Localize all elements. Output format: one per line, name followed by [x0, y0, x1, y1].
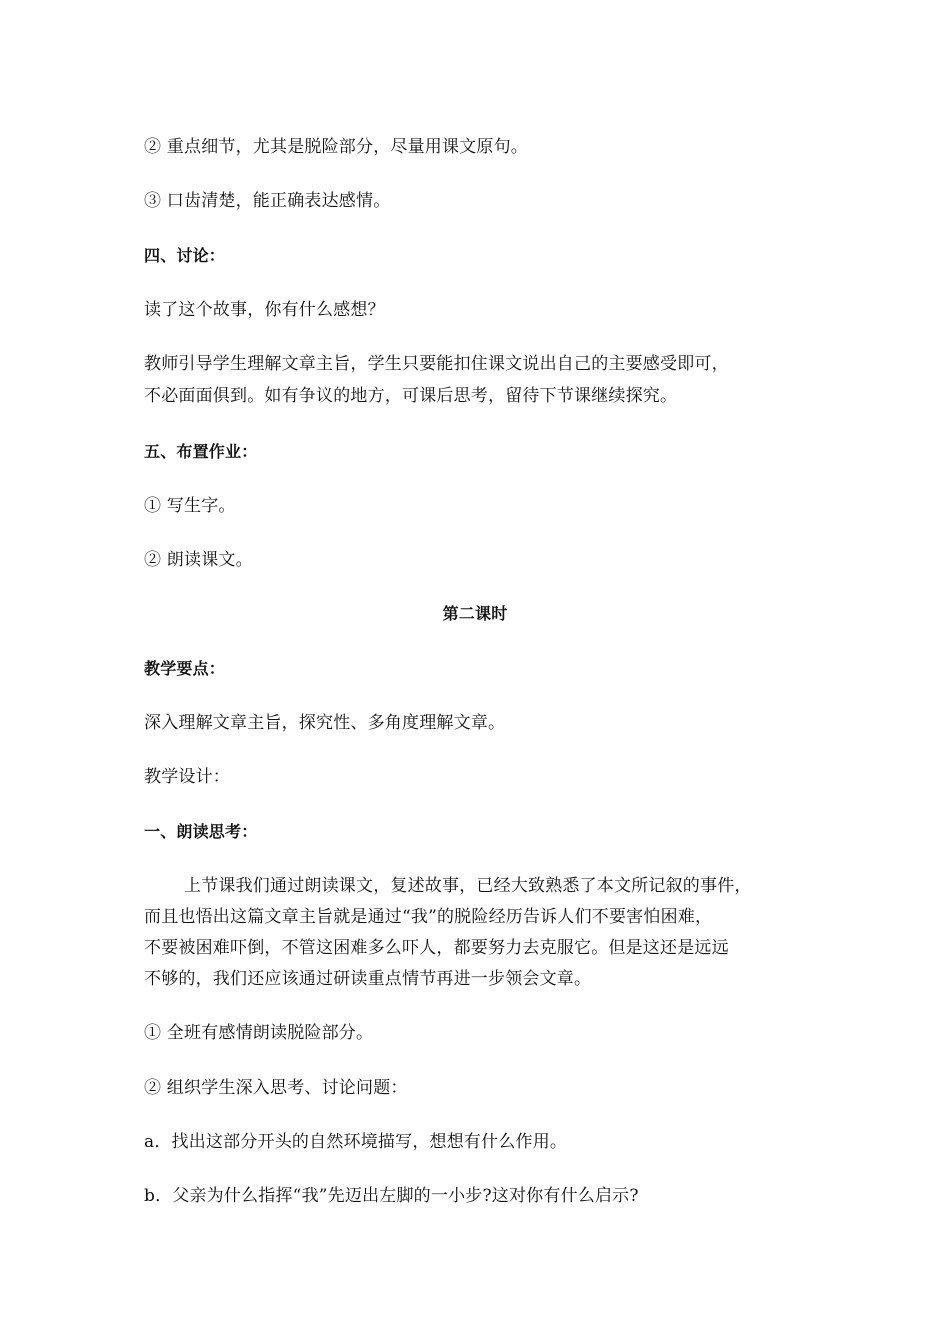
list-item-discussion-questions: ② 组织学生深入思考、讨论问题：	[144, 1078, 408, 1098]
paragraph-guidance-line-1: 教师引导学生理解文章主旨，学生只要能扣住课文说出自己的主要感受即可，	[144, 354, 729, 374]
paragraph-review-line-2: 而且也悟出这篇文章主旨就是通过“我”的脱险经历告诉人们不要害怕困难，	[144, 907, 713, 927]
list-item-read-text: ② 朗读课文。	[144, 550, 253, 570]
list-item-key-details: ② 重点细节，尤其是脱险部分，尽量用课文原句。	[144, 137, 529, 157]
paragraph-teaching-design: 教学设计：	[144, 767, 230, 787]
paragraph-question: 读了这个故事，你有什么感想？	[144, 300, 385, 320]
paragraph-guidance-line-2: 不必面面俱到。如有争议的地方，可课后思考，留待下节课继续探究。	[144, 386, 678, 406]
paragraph-review-line-3: 不要被困难吓倒，不管这困难多么吓人，都要努力去克服它。但是这还是远远	[144, 938, 729, 958]
paragraph-review-line-1: 上节课我们通过朗读课文，复述故事，已经大致熟悉了本文所记叙的事件，	[184, 876, 752, 896]
section-heading-discussion: 四、讨论：	[144, 246, 226, 265]
section-heading-key-points: 教学要点：	[144, 659, 226, 678]
section-heading-homework: 五、布置作业：	[144, 442, 258, 461]
list-item-clear-speech: ③ 口齿清楚，能正确表达感情。	[144, 191, 391, 211]
list-item-class-reading: ① 全班有感情朗读脱险部分。	[144, 1023, 374, 1043]
list-item-write-characters: ① 写生字。	[144, 496, 236, 516]
question-b: b．父亲为什么指挥“我”先迈出左脚的一小步?这对你有什么启示?	[144, 1186, 639, 1206]
question-a: a．找出这部分开头的自然环境描写，想想有什么作用。	[144, 1132, 568, 1152]
section-heading-reading: 一、朗读思考：	[144, 822, 258, 841]
paragraph-review-line-4: 不够的，我们还应该通过研读重点情节再进一步领会文章。	[144, 969, 592, 989]
lesson-title: 第二课时	[442, 604, 508, 623]
paragraph-key-points: 深入理解文章主旨，探究性、多角度理解文章。	[144, 713, 506, 733]
